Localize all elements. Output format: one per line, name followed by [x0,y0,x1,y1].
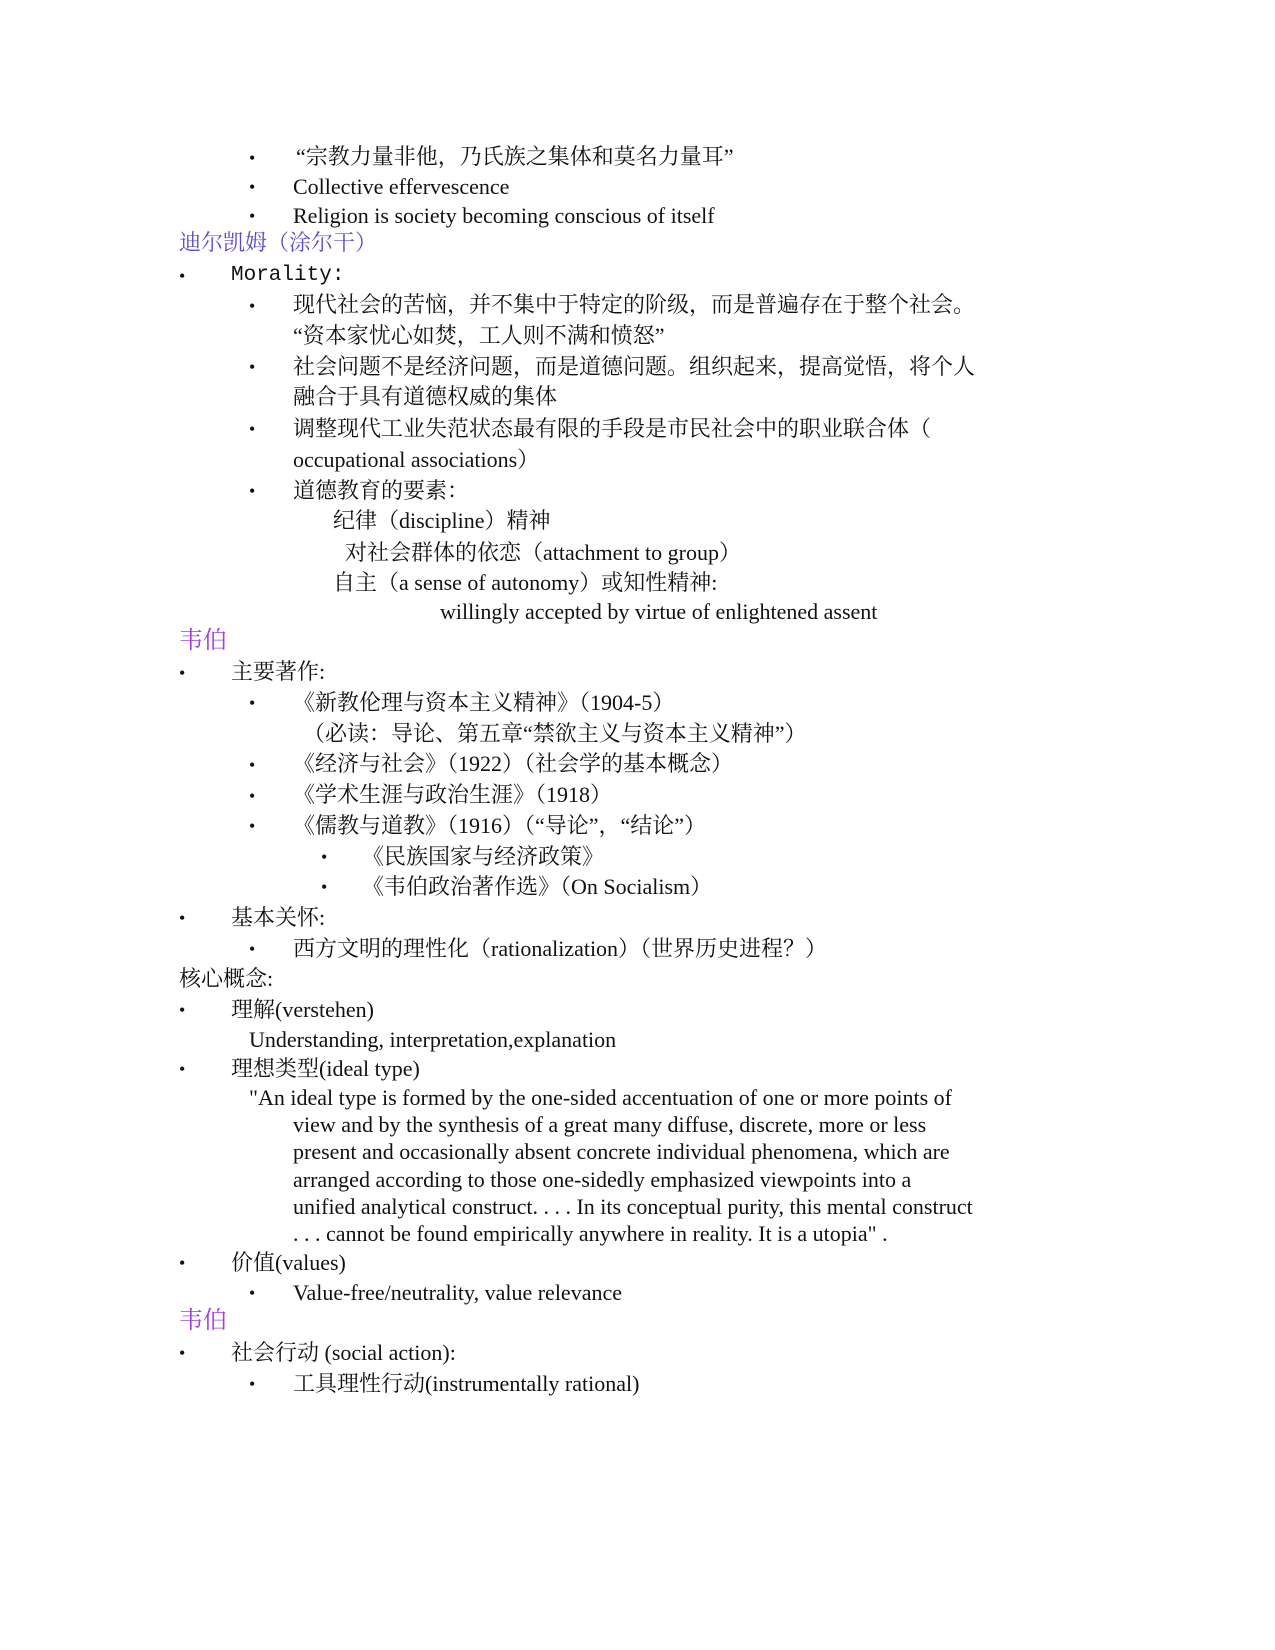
religion-item-effervescence: Collective effervescence [293,174,510,199]
concept-verstehen: 理解(verstehen) [231,997,374,1022]
morality-item-3: 调整现代工业失范状态最有限的手段是市民社会中的职业联合体（ [293,416,932,441]
ideal-type-quote-line-1: "An ideal type is formed by the one-sided accentuation of one or more points of [249,1085,953,1110]
bullet-icon: • [249,1283,256,1303]
morality-item-2: 社会问题不是经济问题，而是道德问题。组织起来，提高觉悟，将个人 [293,354,976,379]
concept-ideal-type: 理想类型(ideal type) [231,1056,420,1081]
bullet-icon: • [179,1059,186,1079]
concern-label: 基本关怀: [231,905,326,930]
bullet-icon: • [249,1374,256,1394]
bullet-icon: • [321,847,328,867]
bullet-icon: • [179,1253,186,1273]
work-protestant-ethic: 《新教伦理与资本主义精神》（1904-5） [293,690,675,715]
element-discipline: 纪律（discipline）精神 [333,508,551,533]
morality-item-1-cont: “资本家忧心如焚，工人则不满和愤怒” [293,323,665,348]
ideal-type-quote-line-3: present and occasionally absent concrete individual phenomena, which are [293,1139,950,1164]
bullet-icon: • [249,177,256,197]
weber-heading: 韦伯 [179,628,227,654]
bullet-icon: • [249,693,256,713]
morality-item-1: 现代社会的苦恼，并不集中于特定的阶级，而是普遍存在于整个社会。 [293,292,976,317]
element-autonomy-desc: willingly accepted by virtue of enlightened assent [440,599,878,624]
bullet-icon: • [249,816,256,836]
concept-values: 价值(values) [231,1250,346,1275]
bullet-icon: • [249,357,256,377]
bullet-icon: • [179,266,186,286]
bullet-icon: • [249,939,256,959]
bullet-icon: • [249,296,256,316]
works-label: 主要著作: [231,659,326,684]
ideal-type-quote-line-2: view and by the synthesis of a great many diffuse, discrete, more or less [293,1112,927,1137]
morality-label: Morality: [231,264,345,287]
element-autonomy: 自主（a sense of autonomy）或知性精神: [333,570,718,595]
bullet-icon: • [179,663,186,683]
bullet-icon: • [249,419,256,439]
morality-item-2-cont: 融合于具有道德权威的集体 [293,384,558,409]
ideal-type-quote-line-6: . . . cannot be found empirically anywhere in reality. It is a utopia" . [293,1221,888,1246]
bullet-icon: • [249,786,256,806]
ideal-type-quote-line-5: unified analytical construct. . . . In its conceptual purity, this mental construct [293,1194,973,1219]
bullet-icon: • [321,877,328,897]
work-economy-society: 《经济与社会》（1922）（社会学的基本概念） [293,751,734,776]
bullet-icon: • [249,755,256,775]
work-confucianism: 《儒教与道教》（1916）（“导论”，“结论”） [293,813,707,838]
durkheim-heading: 迪尔凯姆（涂尔干） [179,230,378,255]
religion-item-society: Religion is society becoming conscious of itself [293,203,715,228]
element-attachment: 对社会群体的依恋（attachment to group） [345,540,741,565]
morality-item-3-cont: occupational associations） [293,447,540,472]
core-concepts-label: 核心概念: [179,966,274,991]
concern-item: 西方文明的理性化（rationalization）（世界历史进程？） [293,936,828,961]
bullet-icon: • [179,1343,186,1363]
social-action-instrumental: 工具理性行动(instrumentally rational) [293,1371,640,1396]
bullet-icon: • [249,481,256,501]
concept-values-desc: Value-free/neutrality, value relevance [293,1280,622,1305]
weber-heading-2: 韦伯 [179,1308,227,1334]
religion-item-quote: “宗教力量非他，乃氏族之集体和莫名力量耳” [296,144,734,169]
bullet-icon: • [249,206,256,226]
work-vocation: 《学术生涯与政治生涯》（1918） [293,782,613,807]
subwork-nation-state: 《民族国家与经济政策》 [362,844,605,869]
social-action-label: 社会行动 (social action): [231,1340,456,1365]
subwork-political-writings: 《韦伯政治著作选》（On Socialism） [362,874,713,899]
concept-verstehen-desc: Understanding, interpretation,explanation [249,1027,617,1052]
ideal-type-quote-line-4: arranged according to those one-sidedly emphasized viewpoints into a [293,1167,912,1192]
work-protestant-ethic-note: （必读：导论、第五章“禁欲主义与资本主义精神”） [303,721,807,746]
bullet-icon: • [249,148,256,168]
morality-item-4: 道德教育的要素： [293,478,470,503]
bullet-icon: • [179,1000,186,1020]
bullet-icon: • [179,908,186,928]
